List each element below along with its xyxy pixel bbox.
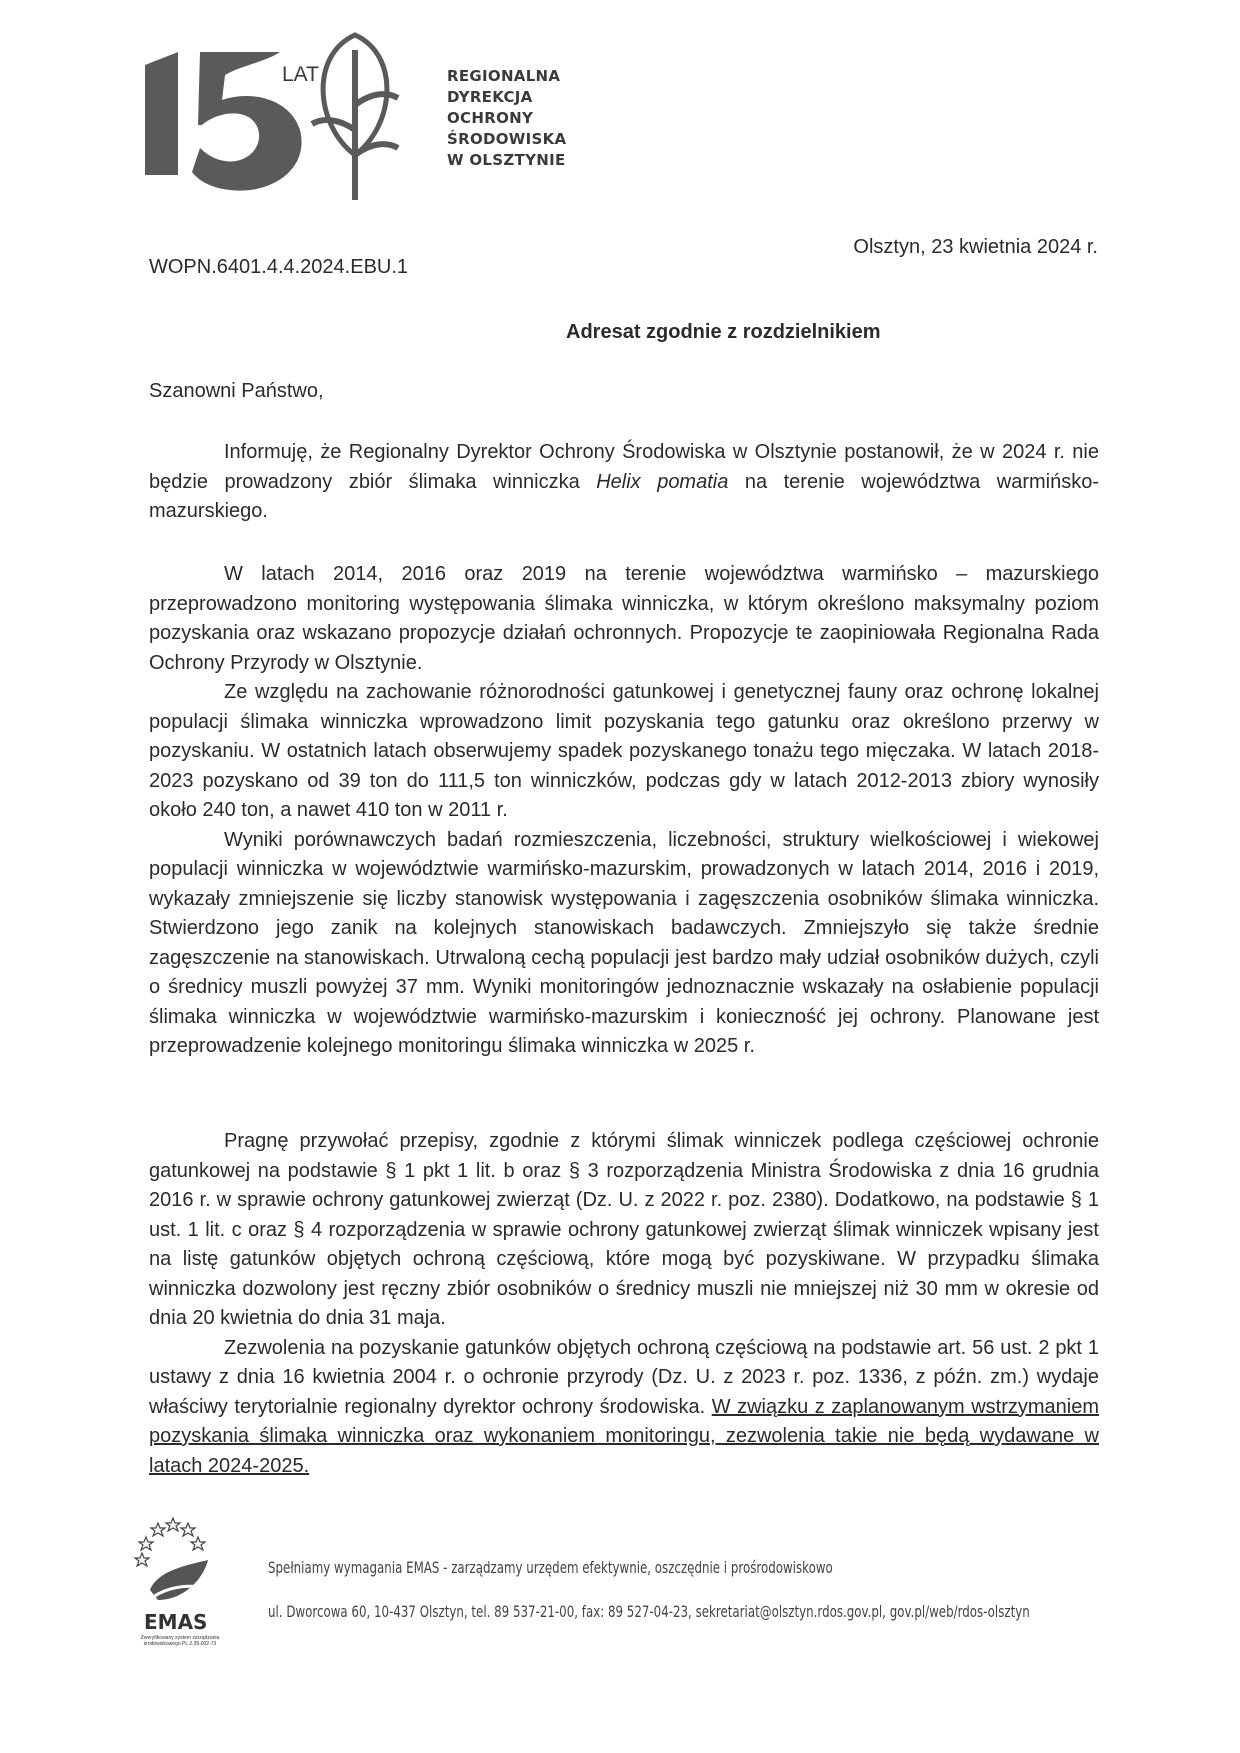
paragraph-text: na terenie województwa warmińsko-mazurskiego. [149, 470, 1099, 522]
underlined-conclusion: W związku z zaplanowanym wstrzymaniem pozyskania ślimaka winniczka oraz wykonaniem monitoringu, zezwolenia takie nie będą wydawane w latach 2024-2025. [149, 1395, 1100, 1477]
paragraph [149, 438, 1099, 527]
logo-graphic [140, 30, 440, 210]
paragraph: Wyniki porównawczych badań rozmieszczenia, liczebności, struktury wielkościowej i wiekowej populacji winniczka w województwie warmińsko-mazurskim, prowadzonych w latach 2014, 2016 i 2019, wykazały zmniejszenie się liczby stanowisk występowania i zagęszczenia osobników ślimaka winniczka. Stwierdzono jego zanik na kolejnych stanowiskach badawczych. Zmniejszyło się także średnie zagęszczenie na stanowiskach. Utrwaloną cechą populacji jest bardzo mały udział osobników dużych, czyli o średnicy muszli powyżej 37 mm. Wyniki monitoringów jednoznacznie wskazały na osłabienie populacji ślimaka winniczka w województwie warmińsko-mazurskim i konieczność jej ochrony. Planowane jest przeprowadzenie kolejnego monitoringu ślimaka winniczka w 2025 r. [149, 828, 1099, 1057]
letter-body-monitoring [149, 560, 1099, 1062]
logo-lat-label: LAT [282, 63, 319, 86]
place-and-date: Olsztyn, 23 kwietnia 2024 r. [853, 236, 1098, 258]
addressee: Adresat zgodnie z rozdzielnikiem [566, 321, 881, 343]
paragraph-text: Informuję, że Regionalny Dyrektor Ochrony Środowiska w Olsztynie postanowił, że w 2024 r. nie będzie prowadzony zbiór ślimaka winniczka [149, 441, 1099, 493]
org-name-line: DYREKCJA [447, 88, 533, 106]
emas-label: EMAS [144, 1610, 208, 1634]
contact-details: ul. Dworcowa 60, 10-437 Olsztyn, tel. 89 537-21-00, fax: 89 527-04-23, sekretariat@olsztyn.rdos.gov.pl, gov.pl/web/rdos-olsztyn [268, 1602, 1030, 1621]
salutation: Szanowni Państwo, [149, 380, 324, 402]
logo-digit-one-shape [145, 52, 178, 175]
leaf-vein-icon [355, 94, 398, 105]
org-name-line: OCHRONY [447, 109, 534, 127]
emas-registration: Zweryfikowany system zarządzania środowiskowego PL 2.28-002-73 [140, 1635, 220, 1647]
paragraph: Pragnę przywołać przepisy, zgodnie z którymi ślimak winniczek podlega częściowej ochronie gatunkowej na podstawie § 1 pkt 1 lit. b oraz § 3 rozporządzenia Ministra Środowiska z dnia 16 grudnia 2016 r. w sprawie ochrony gatunkowej zwierząt (Dz. U. z 2022 r. poz. 2380). Dodatkowo, na podstawie § 1 ust. 1 lit. c oraz § 4 rozporządzenia w sprawie ochrony gatunkowej zwierząt ślimak winniczek wpisany jest na listę gatunków objętych ochroną częściową, które mogą być pozyskiwane. W przypadku ślimaka winniczka dozwolony jest ręczny zbiór osobników o średnicy muszli nie mniejszej niż 30 mm w okresie od dnia 20 kwietnia do dnia 31 maja. [149, 1130, 1099, 1329]
leaf-vein-icon [355, 144, 398, 155]
org-name-line: ŚRODOWISKA [447, 130, 567, 148]
paragraph [149, 1334, 1099, 1482]
rdos-15-years-logo [140, 30, 567, 210]
letter-body-intro [149, 438, 1099, 527]
paragraph: Ze względu na zachowanie różnorodności gatunkowej i genetycznej fauny oraz ochronę lokalnej populacji ślimaka winniczka wprowadzono limit pozyskania tego gatunku oraz określono przerwy w pozyskaniu. W ostatnich latach obserwujemy spadek pozyskanego tonażu tego mięczaka. W latach 2018-2023 pozyskano od 39 ton do 111,5 ton winniczków, podczas gdy w latach 2012-2013 zbiory wynosiły około 240 ton, a nawet 410 ton w 2011 r. [149, 681, 1099, 821]
emas-stars-leaf-icon [128, 1515, 228, 1610]
emas-logo [128, 1515, 228, 1655]
org-name-line: W OLSZTYNIE [447, 151, 566, 169]
emas-statement: Spełniamy wymagania EMAS - zarządzamy urzędem efektywnie, oszczędnie i prośrodowiskowo [268, 1558, 833, 1577]
paragraph: W latach 2014, 2016 oraz 2019 na terenie województwa warmińsko – mazurskiego przeprowadzono monitoring występowania ślimaka winniczka, w którym określono maksymalny poziom pozyskania oraz wskazano propozycje działań ochronnych. Propozycje te zaopiniowała Regionalna Rada Ochrony Przyrody w Olsztynie. [149, 563, 1099, 674]
paragraph-text: Zezwolenia na pozyskanie gatunków objętych ochroną częściową na podstawie art. 56 ust. 2 pkt 1 ustawy z dnia 16 kwietnia 2004 r. o ochronie przyrody (Dz. U. z 2023 r. poz. 1336, z późn. zm.) wydaje właściwy terytorialnie regionalny dyrektor ochrony środowiska. [149, 1336, 1099, 1418]
letter-body-regulations [149, 1127, 1099, 1481]
organization-name [447, 66, 567, 171]
org-name-line: REGIONALNA [447, 67, 561, 85]
reference-number: WOPN.6401.4.4.2024.EBU.1 [149, 256, 409, 278]
species-name: Helix pomatia [596, 470, 729, 493]
